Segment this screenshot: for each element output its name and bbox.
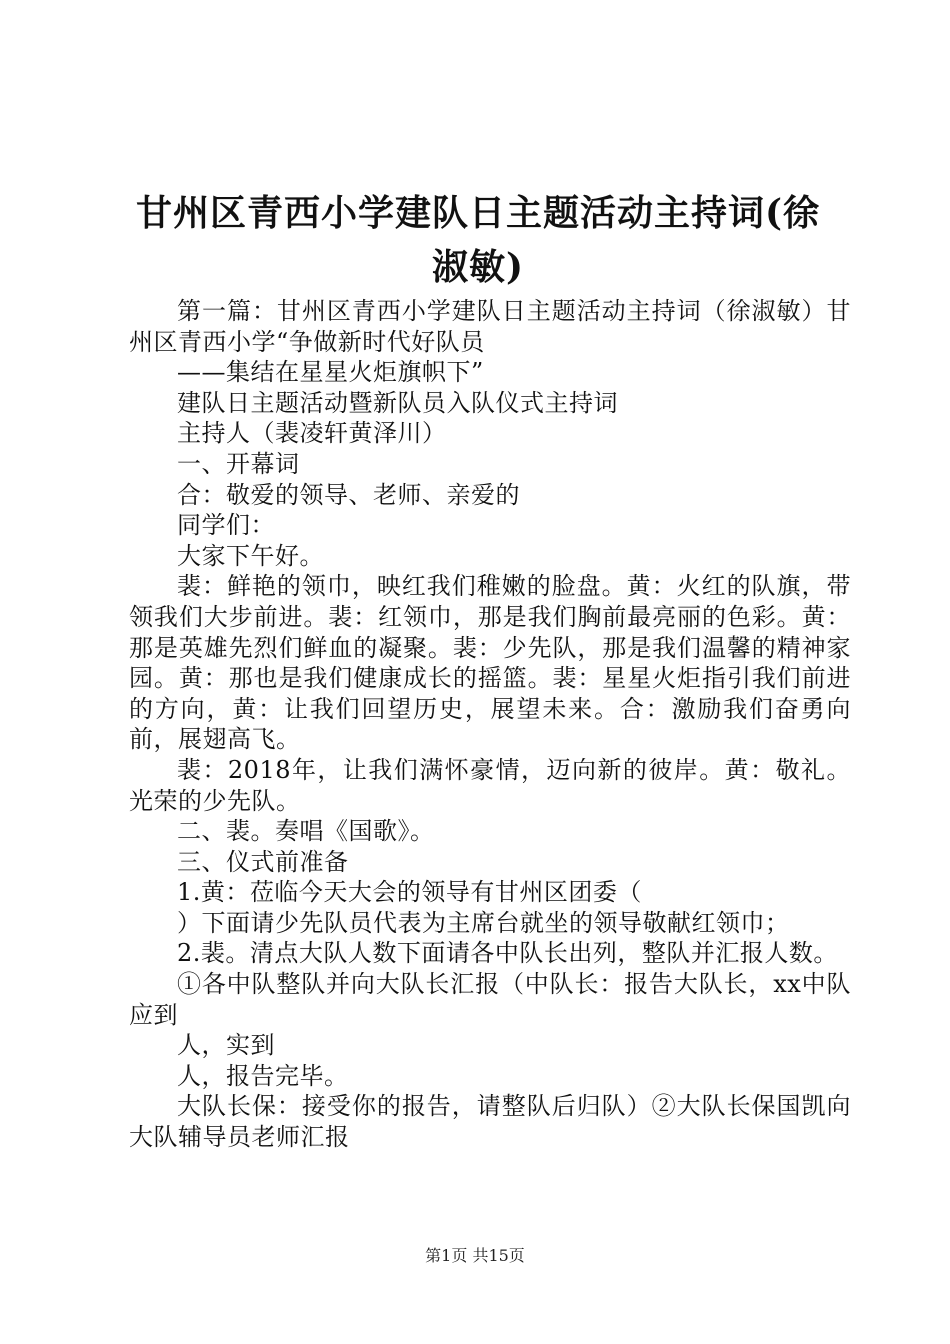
paragraph-6: 合：敬爱的领导、老师、亲爱的 — [177, 480, 520, 509]
paragraph-7: 同学们： — [177, 511, 275, 540]
paragraph-14: ）下面请少先队员代表为主席台就坐的领导敬献红领巾； — [177, 908, 790, 937]
paragraph-5: 一、开幕词 — [177, 449, 300, 478]
paragraph-4: 主持人（裴凌轩黄泽川） — [177, 419, 447, 448]
paragraph-11: 二、裴。奏唱《国歌》。 — [177, 817, 435, 846]
paragraph-3: 建队日主题活动暨新队员入队仪式主持词 — [177, 388, 618, 417]
paragraph-8: 大家下午好。 — [177, 541, 324, 570]
paragraph-9: 裴：鲜艳的领巾，映红我们稚嫩的脸盘。黄：火红的队旗，带领我们大步前进。裴：红领巾，那是我们胸前最亮丽的色彩。黄：那是英雄先烈们鲜血的凝聚。裴：少先队，那是我们温馨的精神家园。黄：那也是我们健康成长的摇篮。裴：星星火炬指引我们前进的方向，黄：让我们回望历史，展望未来。合：激励我们奋勇向前，展翅高飞。 — [129, 572, 851, 754]
paragraph-19: 大队长保：接受你的报告，请整队后归队）②大队长保国凯向大队辅导员老师汇报 — [129, 1092, 851, 1152]
paragraph-12: 三、仪式前准备 — [177, 847, 349, 876]
paragraph-2: ——集结在星星火炬旗帜下” — [177, 358, 484, 387]
document-body — [129, 296, 851, 1153]
paragraph-17: 人，实到 — [177, 1031, 275, 1060]
paragraph-16: ①各中队整队并向大队长汇报（中队长：报告大队长，xx中队应到 — [129, 970, 851, 1029]
document-title: 甘州区青西小学建队日主题活动主持词(徐淑敏) — [135, 192, 821, 288]
paragraph-10: 裴：2018年，让我们满怀豪情，迈向新的彼岸。黄：敬礼。光荣的少先队。 — [129, 755, 851, 815]
page-footer: 第1页 共15页 — [425, 1246, 525, 1265]
paragraph-1: 第一篇：甘州区青西小学建队日主题活动主持词（徐淑敏）甘州区青西小学“争做新时代好队员 — [129, 297, 851, 356]
paragraph-15: 2.裴。清点大队人数下面请各中队长出列，整队并汇报人数。 — [177, 939, 838, 968]
paragraph-13: 1.黄：莅临今天大会的领导有甘州区团委（ — [177, 878, 642, 907]
paragraph-18: 人，报告完毕。 — [177, 1061, 349, 1090]
